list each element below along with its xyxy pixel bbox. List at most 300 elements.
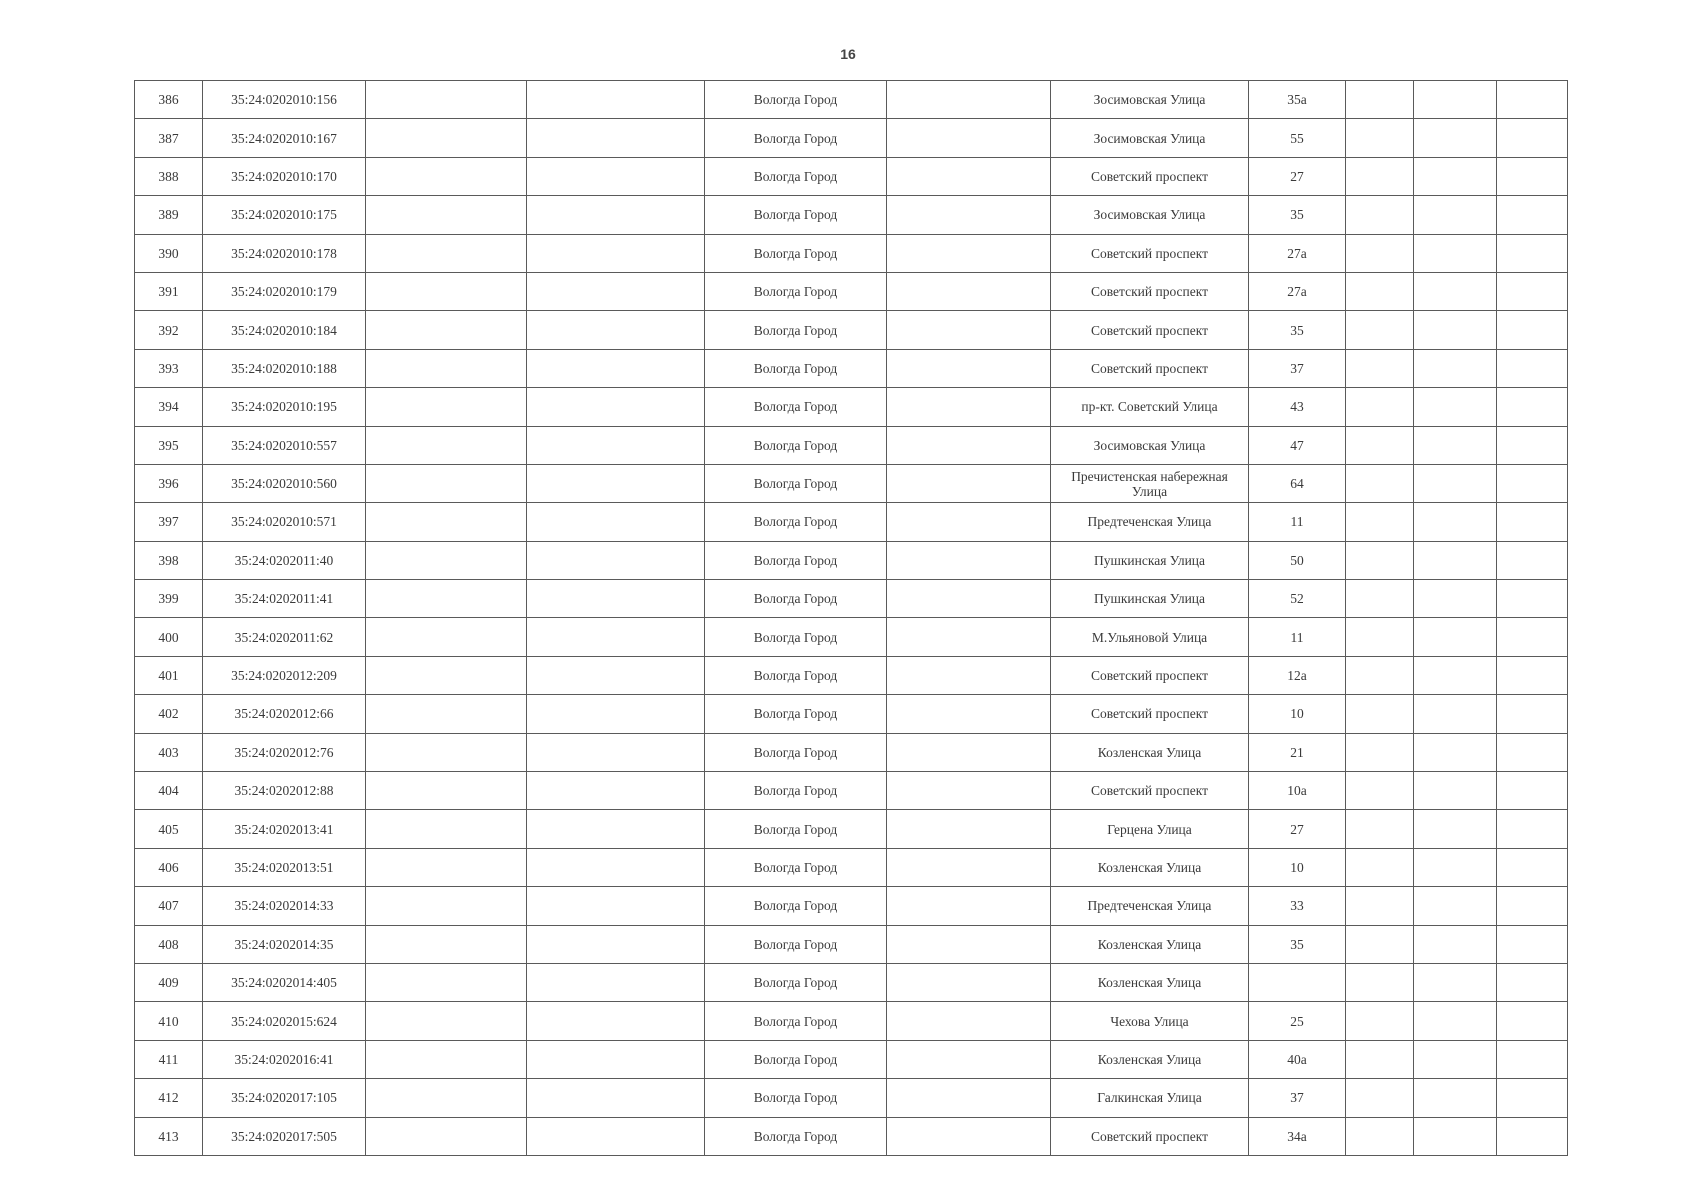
empty-cell (887, 541, 1051, 579)
empty-cell (887, 1040, 1051, 1078)
empty-cell (527, 157, 705, 195)
table-row (135, 1040, 1568, 1078)
row-number-cell: 411 (135, 1040, 203, 1078)
row-number-cell: 395 (135, 426, 203, 464)
empty-cell (887, 580, 1051, 618)
street-cell: Советский проспект (1051, 772, 1249, 810)
empty-cell (1346, 1079, 1414, 1117)
cadastral-number-cell: 35:24:0202015:624 (203, 1002, 366, 1040)
empty-cell (1414, 963, 1497, 1001)
empty-cell (366, 848, 527, 886)
empty-cell (1414, 541, 1497, 579)
page-number: 16 (840, 46, 856, 62)
cadastral-number-cell: 35:24:0202012:88 (203, 772, 366, 810)
table-row (135, 733, 1568, 771)
row-number-cell: 391 (135, 272, 203, 310)
empty-cell (1414, 618, 1497, 656)
empty-cell (1497, 580, 1568, 618)
empty-cell (1346, 580, 1414, 618)
empty-cell (527, 388, 705, 426)
empty-cell (527, 618, 705, 656)
empty-cell (527, 234, 705, 272)
table-row (135, 695, 1568, 733)
empty-cell (527, 580, 705, 618)
empty-cell (1414, 810, 1497, 848)
empty-cell (366, 580, 527, 618)
empty-cell (1346, 695, 1414, 733)
row-number-cell: 413 (135, 1117, 203, 1155)
empty-cell (1497, 388, 1568, 426)
city-cell: Вологда Город (705, 580, 887, 618)
empty-cell (1497, 1117, 1568, 1155)
table-row (135, 81, 1568, 119)
empty-cell (527, 503, 705, 541)
row-number-cell: 393 (135, 349, 203, 387)
street-cell: Предтеченская Улица (1051, 887, 1249, 925)
street-cell: Зосимовская Улица (1051, 196, 1249, 234)
street-cell: Козленская Улица (1051, 848, 1249, 886)
empty-cell (1497, 541, 1568, 579)
empty-cell (887, 810, 1051, 848)
empty-cell (887, 1079, 1051, 1117)
empty-cell (887, 157, 1051, 195)
empty-cell (1497, 772, 1568, 810)
empty-cell (1346, 887, 1414, 925)
registry-table (134, 80, 1568, 1156)
empty-cell (887, 656, 1051, 694)
row-number-cell: 403 (135, 733, 203, 771)
empty-cell (1414, 349, 1497, 387)
empty-cell (527, 810, 705, 848)
empty-cell (527, 1002, 705, 1040)
house-number-cell: 37 (1249, 1079, 1346, 1117)
street-cell: Пречистенская набережная Улица (1051, 464, 1249, 502)
empty-cell (527, 733, 705, 771)
city-cell: Вологда Город (705, 887, 887, 925)
row-number-cell: 406 (135, 848, 203, 886)
street-cell: Зосимовская Улица (1051, 426, 1249, 464)
empty-cell (366, 772, 527, 810)
street-cell: Советский проспект (1051, 349, 1249, 387)
street-cell: Козленская Улица (1051, 963, 1249, 1001)
house-number-cell: 43 (1249, 388, 1346, 426)
empty-cell (1414, 733, 1497, 771)
empty-cell (887, 848, 1051, 886)
table-row (135, 810, 1568, 848)
row-number-cell: 408 (135, 925, 203, 963)
empty-cell (1414, 848, 1497, 886)
cadastral-number-cell: 35:24:0202010:167 (203, 119, 366, 157)
row-number-cell: 399 (135, 580, 203, 618)
empty-cell (366, 1079, 527, 1117)
empty-cell (887, 388, 1051, 426)
table-row (135, 349, 1568, 387)
street-cell: Чехова Улица (1051, 1002, 1249, 1040)
street-cell: Зосимовская Улица (1051, 119, 1249, 157)
cadastral-number-cell: 35:24:0202010:571 (203, 503, 366, 541)
empty-cell (1346, 733, 1414, 771)
empty-cell (1497, 963, 1568, 1001)
empty-cell (1346, 311, 1414, 349)
table-row (135, 426, 1568, 464)
empty-cell (527, 848, 705, 886)
city-cell: Вологда Город (705, 963, 887, 1001)
empty-cell (366, 119, 527, 157)
empty-cell (366, 810, 527, 848)
house-number-cell: 27 (1249, 810, 1346, 848)
empty-cell (527, 963, 705, 1001)
table-row (135, 196, 1568, 234)
table-row (135, 887, 1568, 925)
empty-cell (1497, 810, 1568, 848)
cadastral-number-cell: 35:24:0202010:560 (203, 464, 366, 502)
city-cell: Вологда Город (705, 1079, 887, 1117)
house-number-cell: 35 (1249, 196, 1346, 234)
empty-cell (1497, 1040, 1568, 1078)
empty-cell (887, 695, 1051, 733)
empty-cell (1414, 925, 1497, 963)
empty-cell (366, 272, 527, 310)
street-cell: М.Ульяновой Улица (1051, 618, 1249, 656)
empty-cell (887, 887, 1051, 925)
empty-cell (1346, 925, 1414, 963)
cadastral-number-cell: 35:24:0202011:40 (203, 541, 366, 579)
empty-cell (1346, 963, 1414, 1001)
empty-cell (527, 925, 705, 963)
empty-cell (1497, 81, 1568, 119)
empty-cell (1497, 272, 1568, 310)
empty-cell (1414, 426, 1497, 464)
registry-body (135, 81, 1568, 1156)
cadastral-number-cell: 35:24:0202010:188 (203, 349, 366, 387)
cadastral-number-cell: 35:24:0202010:156 (203, 81, 366, 119)
empty-cell (366, 464, 527, 502)
city-cell: Вологда Город (705, 695, 887, 733)
empty-cell (1497, 311, 1568, 349)
street-cell: пр-кт. Советский Улица (1051, 388, 1249, 426)
table-row (135, 656, 1568, 694)
street-cell: Советский проспект (1051, 695, 1249, 733)
house-number-cell: 52 (1249, 580, 1346, 618)
table-row (135, 1117, 1568, 1155)
house-number-cell: 11 (1249, 618, 1346, 656)
empty-cell (1497, 234, 1568, 272)
street-cell: Галкинская Улица (1051, 1079, 1249, 1117)
empty-cell (1346, 272, 1414, 310)
empty-cell (1346, 1117, 1414, 1155)
empty-cell (887, 1117, 1051, 1155)
empty-cell (366, 925, 527, 963)
empty-cell (366, 196, 527, 234)
table-row (135, 388, 1568, 426)
empty-cell (1346, 772, 1414, 810)
empty-cell (1414, 119, 1497, 157)
house-number-cell: 55 (1249, 119, 1346, 157)
empty-cell (887, 272, 1051, 310)
street-cell: Козленская Улица (1051, 1040, 1249, 1078)
house-number-cell: 35 (1249, 311, 1346, 349)
city-cell: Вологда Город (705, 733, 887, 771)
empty-cell (366, 81, 527, 119)
row-number-cell: 398 (135, 541, 203, 579)
city-cell: Вологда Город (705, 656, 887, 694)
table-row (135, 311, 1568, 349)
city-cell: Вологда Город (705, 157, 887, 195)
empty-cell (1346, 349, 1414, 387)
house-number-cell: 34а (1249, 1117, 1346, 1155)
city-cell: Вологда Город (705, 618, 887, 656)
empty-cell (887, 119, 1051, 157)
empty-cell (366, 618, 527, 656)
empty-cell (1346, 541, 1414, 579)
row-number-cell: 412 (135, 1079, 203, 1117)
city-cell: Вологда Город (705, 848, 887, 886)
empty-cell (1346, 234, 1414, 272)
cadastral-number-cell: 35:24:0202014:35 (203, 925, 366, 963)
row-number-cell: 401 (135, 656, 203, 694)
empty-cell (887, 349, 1051, 387)
empty-cell (527, 1117, 705, 1155)
house-number-cell: 25 (1249, 1002, 1346, 1040)
house-number-cell: 12а (1249, 656, 1346, 694)
house-number-cell: 47 (1249, 426, 1346, 464)
cadastral-number-cell: 35:24:0202010:557 (203, 426, 366, 464)
empty-cell (1346, 656, 1414, 694)
empty-cell (1346, 810, 1414, 848)
empty-cell (1497, 848, 1568, 886)
empty-cell (1497, 157, 1568, 195)
empty-cell (1346, 119, 1414, 157)
street-cell: Советский проспект (1051, 656, 1249, 694)
city-cell: Вологда Город (705, 1002, 887, 1040)
street-cell: Советский проспект (1051, 1117, 1249, 1155)
empty-cell (1497, 887, 1568, 925)
city-cell: Вологда Город (705, 388, 887, 426)
house-number-cell (1249, 963, 1346, 1001)
cadastral-number-cell: 35:24:0202010:170 (203, 157, 366, 195)
empty-cell (366, 311, 527, 349)
empty-cell (887, 772, 1051, 810)
empty-cell (1414, 157, 1497, 195)
empty-cell (366, 695, 527, 733)
empty-cell (1414, 772, 1497, 810)
empty-cell (366, 388, 527, 426)
row-number-cell: 394 (135, 388, 203, 426)
empty-cell (1497, 1002, 1568, 1040)
empty-cell (1414, 1117, 1497, 1155)
empty-cell (887, 618, 1051, 656)
street-cell: Советский проспект (1051, 311, 1249, 349)
empty-cell (1346, 426, 1414, 464)
empty-cell (527, 1040, 705, 1078)
table-row (135, 119, 1568, 157)
house-number-cell: 11 (1249, 503, 1346, 541)
row-number-cell: 388 (135, 157, 203, 195)
cadastral-number-cell: 35:24:0202013:51 (203, 848, 366, 886)
empty-cell (887, 311, 1051, 349)
table-row (135, 963, 1568, 1001)
city-cell: Вологда Город (705, 81, 887, 119)
row-number-cell: 397 (135, 503, 203, 541)
table-row (135, 503, 1568, 541)
empty-cell (887, 963, 1051, 1001)
cadastral-number-cell: 35:24:0202010:195 (203, 388, 366, 426)
table-row (135, 234, 1568, 272)
empty-cell (527, 1079, 705, 1117)
empty-cell (527, 196, 705, 234)
row-number-cell: 409 (135, 963, 203, 1001)
empty-cell (887, 426, 1051, 464)
empty-cell (1346, 1040, 1414, 1078)
house-number-cell: 64 (1249, 464, 1346, 502)
city-cell: Вологда Город (705, 1040, 887, 1078)
street-cell: Зосимовская Улица (1051, 81, 1249, 119)
city-cell: Вологда Город (705, 349, 887, 387)
house-number-cell: 33 (1249, 887, 1346, 925)
empty-cell (1414, 1079, 1497, 1117)
cadastral-number-cell: 35:24:0202017:505 (203, 1117, 366, 1155)
row-number-cell: 404 (135, 772, 203, 810)
empty-cell (1346, 464, 1414, 502)
city-cell: Вологда Город (705, 541, 887, 579)
street-cell: Советский проспект (1051, 157, 1249, 195)
empty-cell (366, 349, 527, 387)
empty-cell (1497, 196, 1568, 234)
empty-cell (1414, 887, 1497, 925)
street-cell: Советский проспект (1051, 234, 1249, 272)
cadastral-number-cell: 35:24:0202011:41 (203, 580, 366, 618)
city-cell: Вологда Город (705, 272, 887, 310)
city-cell: Вологда Город (705, 426, 887, 464)
empty-cell (1346, 157, 1414, 195)
empty-cell (1497, 349, 1568, 387)
empty-cell (887, 81, 1051, 119)
empty-cell (1414, 695, 1497, 733)
cadastral-number-cell: 35:24:0202010:175 (203, 196, 366, 234)
city-cell: Вологда Город (705, 925, 887, 963)
table-row (135, 464, 1568, 502)
city-cell: Вологда Город (705, 119, 887, 157)
table-row (135, 1079, 1568, 1117)
empty-cell (1414, 311, 1497, 349)
cadastral-number-cell: 35:24:0202017:105 (203, 1079, 366, 1117)
empty-cell (366, 426, 527, 464)
empty-cell (527, 772, 705, 810)
table-row (135, 157, 1568, 195)
empty-cell (1497, 119, 1568, 157)
house-number-cell: 27а (1249, 272, 1346, 310)
cadastral-number-cell: 35:24:0202014:33 (203, 887, 366, 925)
street-cell: Герцена Улица (1051, 810, 1249, 848)
row-number-cell: 407 (135, 887, 203, 925)
empty-cell (887, 234, 1051, 272)
empty-cell (527, 695, 705, 733)
street-cell: Советский проспект (1051, 272, 1249, 310)
row-number-cell: 405 (135, 810, 203, 848)
house-number-cell: 40а (1249, 1040, 1346, 1078)
empty-cell (1414, 503, 1497, 541)
city-cell: Вологда Город (705, 503, 887, 541)
empty-cell (527, 272, 705, 310)
empty-cell (366, 887, 527, 925)
cadastral-number-cell: 35:24:0202016:41 (203, 1040, 366, 1078)
street-cell: Пушкинская Улица (1051, 580, 1249, 618)
empty-cell (366, 656, 527, 694)
empty-cell (527, 426, 705, 464)
row-number-cell: 392 (135, 311, 203, 349)
house-number-cell: 10 (1249, 695, 1346, 733)
table-row (135, 272, 1568, 310)
row-number-cell: 402 (135, 695, 203, 733)
empty-cell (527, 81, 705, 119)
empty-cell (527, 311, 705, 349)
city-cell: Вологда Город (705, 196, 887, 234)
empty-cell (1346, 1002, 1414, 1040)
empty-cell (366, 234, 527, 272)
street-cell: Предтеченская Улица (1051, 503, 1249, 541)
empty-cell (1497, 656, 1568, 694)
empty-cell (366, 503, 527, 541)
row-number-cell: 410 (135, 1002, 203, 1040)
street-cell: Пушкинская Улица (1051, 541, 1249, 579)
table-row (135, 541, 1568, 579)
empty-cell (527, 887, 705, 925)
empty-cell (527, 464, 705, 502)
empty-cell (1497, 733, 1568, 771)
empty-cell (887, 733, 1051, 771)
house-number-cell: 37 (1249, 349, 1346, 387)
empty-cell (1346, 196, 1414, 234)
empty-cell (1346, 503, 1414, 541)
empty-cell (1346, 81, 1414, 119)
city-cell: Вологда Город (705, 234, 887, 272)
empty-cell (887, 464, 1051, 502)
house-number-cell: 10а (1249, 772, 1346, 810)
empty-cell (1414, 1002, 1497, 1040)
empty-cell (887, 925, 1051, 963)
empty-cell (1346, 618, 1414, 656)
row-number-cell: 400 (135, 618, 203, 656)
empty-cell (1497, 925, 1568, 963)
empty-cell (1497, 695, 1568, 733)
street-cell: Козленская Улица (1051, 733, 1249, 771)
empty-cell (887, 196, 1051, 234)
table-row (135, 618, 1568, 656)
empty-cell (1497, 464, 1568, 502)
street-cell: Козленская Улица (1051, 925, 1249, 963)
empty-cell (1414, 388, 1497, 426)
cadastral-number-cell: 35:24:0202012:76 (203, 733, 366, 771)
cadastral-number-cell: 35:24:0202014:405 (203, 963, 366, 1001)
city-cell: Вологда Город (705, 1117, 887, 1155)
empty-cell (527, 656, 705, 694)
house-number-cell: 35а (1249, 81, 1346, 119)
empty-cell (527, 349, 705, 387)
empty-cell (1414, 464, 1497, 502)
empty-cell (527, 119, 705, 157)
cadastral-number-cell: 35:24:0202013:41 (203, 810, 366, 848)
empty-cell (366, 1040, 527, 1078)
house-number-cell: 10 (1249, 848, 1346, 886)
city-cell: Вологда Город (705, 464, 887, 502)
empty-cell (1414, 196, 1497, 234)
cadastral-number-cell: 35:24:0202010:179 (203, 272, 366, 310)
house-number-cell: 50 (1249, 541, 1346, 579)
cadastral-number-cell: 35:24:0202012:66 (203, 695, 366, 733)
table-row (135, 580, 1568, 618)
table-row (135, 772, 1568, 810)
cadastral-number-cell: 35:24:0202010:184 (203, 311, 366, 349)
